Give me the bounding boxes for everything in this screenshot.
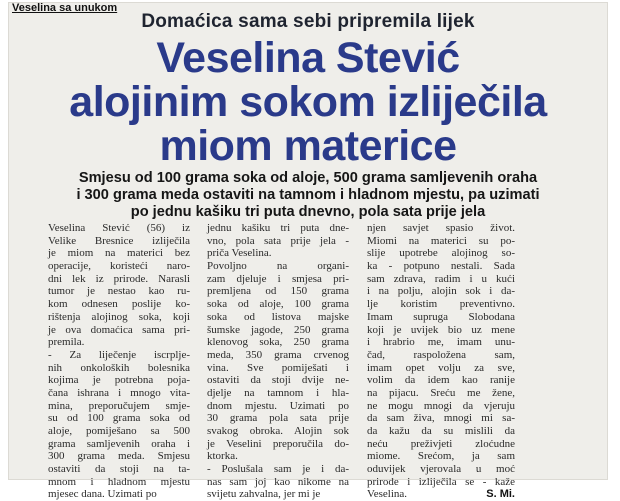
article-line: vno, pola sata prije jela - xyxy=(207,234,349,247)
article-line: djelje na tamnom i hla- xyxy=(207,386,349,399)
deck-line: Smjesu od 100 grama soka od aloje, 500 grama samljevenih oraha xyxy=(78,170,538,186)
article-line: - Za liječenje iscrplje- xyxy=(48,348,190,361)
article-line: ka - potpuno nestali. Sada xyxy=(367,260,515,273)
article-line: priča Veselina. xyxy=(207,247,272,260)
article-line: Imam supruga Slobodana xyxy=(367,310,515,323)
article-line: meda, 350 grama crvenog xyxy=(207,348,349,361)
rubric-label: Veselina sa unukom xyxy=(12,2,118,14)
article-line: mjesec dana. Uzimati po xyxy=(48,488,157,501)
article-line: operacije, koristeći naro- xyxy=(48,260,190,273)
article-line: koji je uvijek bio uz mene xyxy=(367,323,515,336)
article-line: je miom na materici bez xyxy=(48,247,190,260)
article-line-text: Veselina. xyxy=(367,488,408,501)
article-line: svakog obroka. Alojin sok xyxy=(207,425,349,437)
article-line: ne mogu mnogi da vjeruju xyxy=(367,399,515,412)
article-line: soka od aloje, 100 grama xyxy=(207,298,349,311)
article-line: tumor je nestao kao ru- xyxy=(48,285,190,298)
article-line: volim da idem kao ranije xyxy=(367,374,515,387)
article-line: premljena od 150 grama xyxy=(207,285,349,298)
article-line: svijetu zahvalna, jer mi je xyxy=(207,488,321,501)
article-line: nih onkoloških bolesnika xyxy=(48,361,190,374)
article-line: slije upotrebe alojinog so- xyxy=(367,247,515,260)
article-line: neću preživjeti zloćudne xyxy=(367,437,515,450)
article-line: mnom i hladnom mjestu xyxy=(48,475,190,488)
article-line: klenovog soka, 250 grama xyxy=(207,336,349,349)
article-line: 300 grama meda. Smjesu xyxy=(48,450,190,463)
article-line: čad, raspoložena sam, xyxy=(367,348,515,361)
article-line: premila. xyxy=(48,336,85,349)
article-line: Veselina Stević (56) iz xyxy=(48,222,190,234)
article-line: lje koristim preventivno. xyxy=(367,298,515,311)
article-line xyxy=(367,488,515,501)
article-line: je ova domaćica sama pri- xyxy=(48,323,190,336)
subheadline-deck xyxy=(8,170,608,221)
article-line: vina. Sve pomiješati i xyxy=(207,361,349,374)
article-line: prirode i izliječila se - kaže xyxy=(367,475,515,488)
newspaper-clipping xyxy=(8,2,608,501)
article-line: i na polju, alojin sok i da- xyxy=(367,285,515,298)
article-line: 30 grama pola sata prije xyxy=(207,412,349,425)
article-line: zam djeluje i smjesa pri- xyxy=(207,272,349,285)
article-line: sam zdrava, radim i u kući xyxy=(367,272,515,285)
article-column-3 xyxy=(367,222,515,501)
article-line: Miomi na materici su po- xyxy=(367,234,515,247)
article-line: i hrabrio me, imam unu- xyxy=(367,336,515,349)
article-line: kojima je potrebna poja- xyxy=(48,374,190,387)
article-line: šumske jagode, 250 grama xyxy=(207,323,349,336)
article-line: - Poslušala sam je i da- xyxy=(207,463,349,476)
article-line: Velike Bresnice izliječila xyxy=(48,234,190,247)
article-line: jednu kašiku tri puta dne- xyxy=(207,222,349,234)
deck-line: po jednu kašiku tri puta dnevno, pola sata prije jela xyxy=(130,204,486,220)
article-line: ostaviti da stoji na ta- xyxy=(48,463,190,476)
kicker-headline: Domaćica sama sebi pripremila lijek xyxy=(141,11,475,32)
article-line: dnom mjestu. Uzimati po xyxy=(207,399,349,412)
article-line: Povoljno na organi- xyxy=(207,260,349,273)
article-line: imam opet volju za sve, xyxy=(367,361,515,374)
article-line: rištenja alojinog soka, koji xyxy=(48,310,190,323)
article-line: ostaviti da stoji dvije ne- xyxy=(207,374,349,387)
article-line: soka od listova majske xyxy=(207,310,349,323)
article-line: njen savjet spasio život. xyxy=(367,222,515,234)
article-line: nas sam joj kao nikome na xyxy=(207,475,349,488)
article-line: miome. Srećom, ja sam xyxy=(367,450,515,463)
article-line: kom odnesen poslije ko- xyxy=(48,298,190,311)
article-line: grama samljevenih oraha i xyxy=(48,437,190,450)
headline-line: miom materice xyxy=(159,122,457,170)
article-line: da sam živa, mnogi mi sa- xyxy=(367,412,515,425)
headline-line: alojinim sokom izliječila xyxy=(69,78,547,126)
article-line: je Veselini preporučila do- xyxy=(207,437,349,450)
main-headline xyxy=(8,36,608,168)
author-signature: S. Mi. xyxy=(486,488,515,501)
article-line: aloje, pomiješano sa 500 xyxy=(48,425,190,437)
article-line: oduvijek vjerovala u moć xyxy=(367,463,515,476)
headline-line: Veselina Stević xyxy=(156,34,460,82)
article-column-2 xyxy=(207,222,349,501)
article-line: dni lek iz prirode. Narasli xyxy=(48,272,190,285)
article-line: na pijacu. Sreću me žene, xyxy=(367,386,515,399)
article-line: mina, preporučujem smje- xyxy=(48,399,190,412)
article-line: čana ishrana i mnogo vita- xyxy=(48,386,190,399)
article-line: su od 100 grama soka od xyxy=(48,412,190,425)
article-column-1 xyxy=(48,222,190,501)
article-line: da kažu da su mislili da xyxy=(367,425,515,437)
article-line: ktorka. xyxy=(207,450,238,463)
deck-line: i 300 grama meda ostaviti na tamnom i hladnom mjestu, pa uzimati xyxy=(76,187,540,203)
